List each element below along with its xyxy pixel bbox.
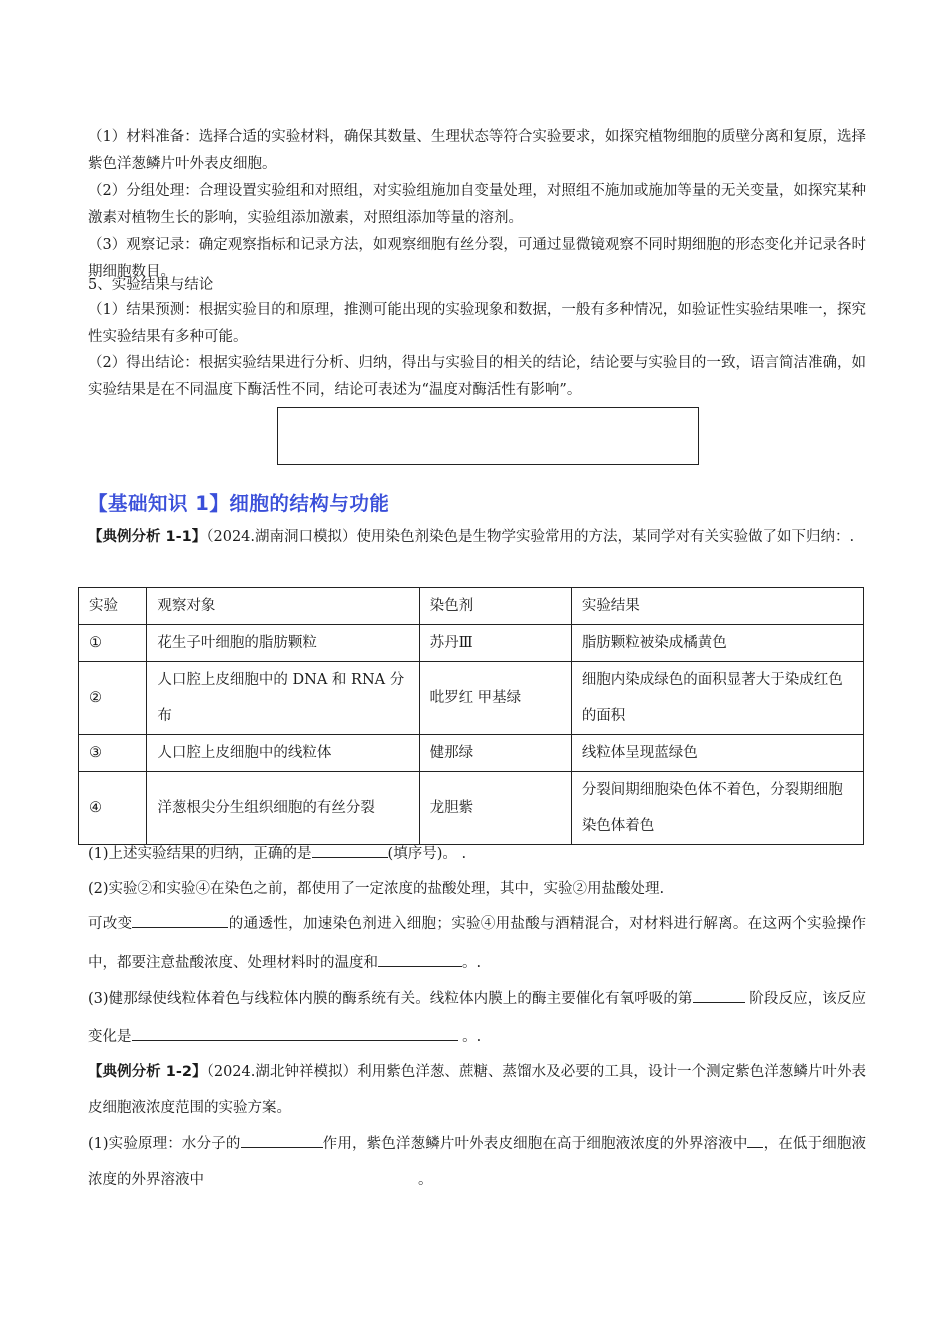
- question-1-suffix: (填序号)。 .: [387, 846, 467, 862]
- question-2-suffix: 。.: [462, 955, 482, 971]
- answer-blank: [378, 949, 462, 967]
- example-1-2: [88, 1054, 866, 1126]
- paragraph-grouping: （2）分组处理：合理设置实验组和对照组，对实验组施加自变量处理，对照组不施加或施加等量的无关变量，如探究某种激素对植物生长的影响，实验组添加激素，对照组添加等量的溶剂。: [88, 183, 866, 226]
- question-3-text-b: 阶段反应，该反应变化是: [88, 991, 866, 1045]
- paragraph-observation: （3）观察记录：确定观察指标和记录方法，如观察细胞有丝分裂，可通过显微镜观察不同时期细胞的形态变化并记录各时期细胞数目。: [88, 237, 866, 280]
- table-cell: 花生子叶细胞的脂肪颗粒: [147, 625, 419, 662]
- table-row: [79, 625, 864, 662]
- table-cell: 洋葱根尖分生组织细胞的有丝分裂: [147, 772, 419, 845]
- table-row: [79, 735, 864, 772]
- table-row: [79, 772, 864, 845]
- table-cell: ②: [79, 662, 147, 735]
- example-1-1-label: 【典例分析 1-1】: [88, 529, 207, 545]
- table-header-cell: 实验: [79, 588, 147, 625]
- empty-text-box: [277, 407, 699, 465]
- table-cell: 脂肪颗粒被染成橘黄色: [571, 625, 863, 662]
- table-header-cell: 实验结果: [571, 588, 863, 625]
- example-1-2-label: 【典例分析 1-2】: [88, 1064, 207, 1080]
- table-cell: 分裂间期细胞染色体不着色，分裂期细胞染色体着色: [571, 772, 863, 845]
- section-title: 【基础知识 1】细胞的结构与功能: [88, 492, 390, 515]
- table-cell: 细胞内染成绿色的面积显著大于染成红色的面积: [571, 662, 863, 735]
- table-row: [79, 662, 864, 735]
- table-cell: 龙胆紫: [419, 772, 571, 845]
- staining-table: [78, 587, 864, 845]
- question-4-suffix: 。: [418, 1172, 433, 1188]
- paragraph-heading-results: 5、实验结果与结论: [88, 277, 214, 293]
- example-1-1: [88, 519, 866, 555]
- question-3: [88, 980, 866, 1056]
- question-4-text-b: 作用，紫色洋葱鳞片叶外表皮细胞在高于细胞液浓度的外界溶液中: [322, 1136, 748, 1152]
- question-4-text-a: (1)实验原理：水分子的: [88, 1136, 241, 1152]
- table-cell: 人口腔上皮细胞中的 DNA 和 RNA 分布: [147, 662, 419, 735]
- table-cell: ③: [79, 735, 147, 772]
- paragraph-material-prep: （1）材料准备：选择合适的实验材料，确保其数量、生理状态等符合实验要求，如探究植物细胞的质壁分离和复原，选择紫色洋葱鳞片叶外表皮细胞。: [88, 129, 866, 172]
- question-4: [88, 1126, 866, 1198]
- answer-blank: [132, 910, 228, 928]
- question-2-text-a: 可改变: [88, 916, 133, 932]
- table-header-cell: 染色剂: [419, 588, 571, 625]
- table-cell: 苏丹Ⅲ: [419, 625, 571, 662]
- paragraph-conclusion: （2）得出结论：根据实验结果进行分析、归纳，得出与实验目的相关的结论，结论要与实验目的一致，语言简洁准确，如实验结果是在不同温度下酶活性不同，结论可表述为“温度对酶活性有影响”。: [88, 355, 866, 398]
- table-cell: 人口腔上皮细胞中的线粒体: [147, 735, 419, 772]
- question-4-text-c: ，在低于细胞液浓度的外界溶液中: [88, 1136, 867, 1188]
- table-cell: ①: [79, 625, 147, 662]
- answer-blank: [747, 1130, 763, 1148]
- answer-blank: [241, 1130, 323, 1148]
- question-2-text-b: 的通透性，加速染色剂进入细胞；实验④用盐酸与酒精混合，对材料进行解离。在这两个实验操作中，都要注意盐酸浓度、处理材料时的温度和: [88, 916, 867, 971]
- table-header-cell: 观察对象: [147, 588, 419, 625]
- table-cell: 健那绿: [419, 735, 571, 772]
- table-cell: 线粒体呈现蓝绿色: [571, 735, 863, 772]
- answer-blank: [132, 1023, 458, 1041]
- question-3-text-a: (3)健那绿使线粒体着色与线粒体内膜的酶系统有关。线粒体内膜上的酶主要催化有氧呼吸的第: [88, 991, 693, 1007]
- question-2: [88, 905, 866, 983]
- question-3-suffix: 。.: [457, 1029, 482, 1045]
- example-1-1-text: （2024.湖南洞口模拟）使用染色剂染色是生物学实验常用的方法，某同学对有关实验做了如下归纳：.: [206, 529, 855, 545]
- table-cell: 吡罗红 甲基绿: [419, 662, 571, 735]
- answer-blank: [312, 840, 388, 858]
- question-1: [88, 840, 866, 868]
- table-header-row: [79, 588, 864, 625]
- answer-blank: [693, 985, 745, 1003]
- paragraph-result-prediction: （1）结果预测：根据实验目的和原理，推测可能出现的实验现象和数据，一般有多种情况，如验证性实验结果唯一，探究性实验结果有多种可能。: [88, 302, 866, 345]
- example-1-2-text: （2024.湖北钟祥模拟）利用紫色洋葱、蔗糖、蒸馏水及必要的工具，设计一个测定紫色洋葱鳞片叶外表皮细胞液浓度范围的实验方案。: [88, 1064, 866, 1116]
- table-cell: ④: [79, 772, 147, 845]
- question-1-text: (1)上述实验结果的归纳，正确的是: [88, 846, 312, 862]
- question-2-line-1: (2)实验②和实验④在染色之前，都使用了一定浓度的盐酸处理，其中，实验②用盐酸处理.: [88, 881, 665, 897]
